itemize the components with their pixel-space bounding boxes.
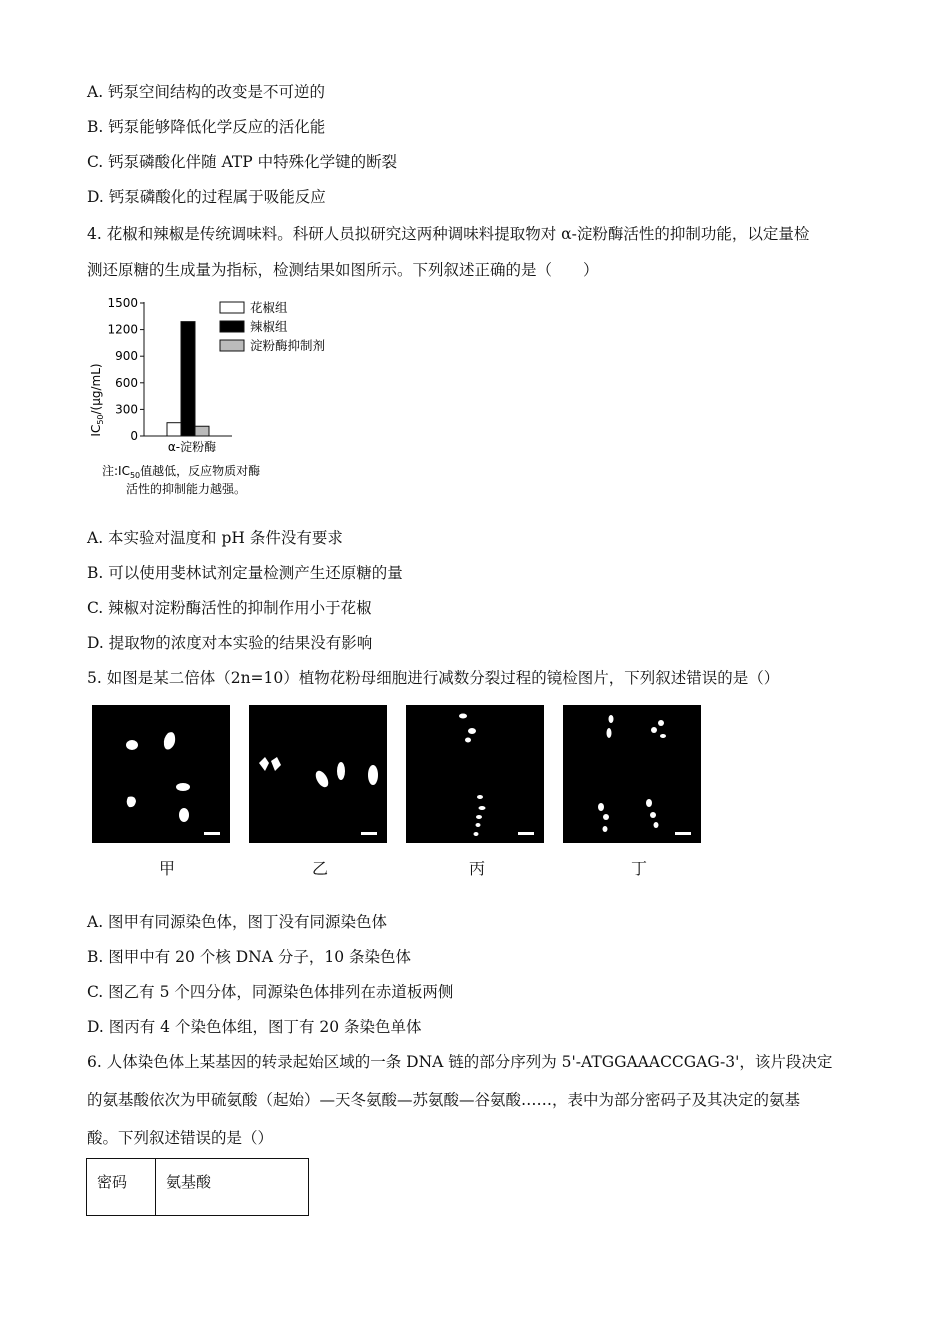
q5-option-b: B. 图甲中有 20 个核 DNA 分子，10 条染色体 [87,948,412,966]
bar-2 [195,426,209,436]
legend-swatch [220,340,244,351]
q4-stem-line2: 测还原糖的生成量为指标，检测结果如图所示。下列叙述正确的是（ ） [87,261,599,279]
legend-label: 辣椒组 [250,319,288,334]
q6-stem-line1: 6. 人体染色体上某基因的转录起始区域的一条 DNA 链的部分序列为 5'-ATGGAAACCGAG-3'，该片段决定 [87,1053,833,1071]
q3-option-b: B. 钙泵能够降低化学反应的活化能 [87,118,326,136]
legend-swatch [220,321,244,332]
legend-label: 花椒组 [250,300,288,315]
legend-swatch [220,302,244,313]
q6-stem-line3: 酸。下列叙述错误的是（） [87,1129,274,1147]
micrograph-jia [92,705,230,843]
y-tick-label: 1200 [107,322,138,337]
q4-option-d: D. 提取物的浓度对本实验的结果没有影响 [87,634,373,652]
y-axis-label [89,363,105,436]
ic50-bar-chart [86,292,356,502]
q4-option-b: B. 可以使用斐林试剂定量检测产生还原糖的量 [87,564,403,582]
q4-stem-line1: 4. 花椒和辣椒是传统调味料。科研人员拟研究这两种调味料提取物对 α-淀粉酶活性的抑制功能，以定量检 [87,225,810,243]
q6-stem-line2: 的氨基酸依次为甲硫氨酸（起始）—天冬氨酸—苏氨酸—谷氨酸……，表中为部分密码子及其决定的氨基 [87,1091,801,1109]
q4-option-c: C. 辣椒对淀粉酶活性的抑制作用小于花椒 [87,599,372,617]
svg-text:IC50/(μg/mL): $IC_{50}/(\mu g/mL)$ [89,363,105,437]
table-header-amino-acid: 氨基酸 [156,1159,309,1216]
bar-1 [181,322,195,436]
y-tick-label: 300 [115,402,138,417]
micrograph-yi [249,705,387,843]
q5-option-c: C. 图乙有 5 个四分体，同源染色体排列在赤道板两侧 [87,983,454,1001]
q4-option-a: A. 本实验对温度和 pH 条件没有要求 [87,529,343,547]
q3-option-c: C. 钙泵磷酸化伴随 ATP 中特殊化学键的断裂 [87,153,398,171]
y-tick-label: 900 [115,349,138,364]
micrograph-bing [406,705,544,843]
micrograph-ding [563,705,701,843]
q5-stem: 5. 如图是某二倍体（2n=10）植物花粉母细胞进行减数分裂过程的镜检图片，下列叙述错误的是（） [87,669,780,687]
bar-0 [167,423,181,436]
panel-label-bing: 丙 [468,859,485,878]
table-row [87,1159,309,1216]
x-category-label: α-淀粉酶 [167,440,217,454]
q3-option-a: A. 钙泵空间结构的改变是不可逆的 [87,83,326,101]
panel-label-yi: 乙 [311,859,328,878]
q5-option-a: A. 图甲有同源染色体，图丁没有同源染色体 [87,913,388,931]
chart-note-line1: 注$:IC_{50}$值越低，反应物质对酶 [102,464,261,480]
panel-label-jia: 甲 [158,859,175,878]
y-tick-label: 1500 [107,296,138,310]
table-header-codon: 密码 [87,1159,156,1216]
legend-label: 淀粉酶抑制剂 [250,338,326,353]
codon-table [86,1158,309,1216]
y-tick-label: 0 [130,429,138,443]
q5-option-d: D. 图丙有 4 个染色体组，图丁有 20 条染色单体 [87,1018,422,1036]
chart-note-line2: 活性的抑制能力越强。 [126,482,247,496]
chart-legend [220,300,325,353]
y-tick-label: 600 [115,375,138,390]
panel-label-ding: 丁 [630,859,647,878]
q3-option-d: D. 钙泵磷酸化的过程属于吸能反应 [87,188,326,206]
